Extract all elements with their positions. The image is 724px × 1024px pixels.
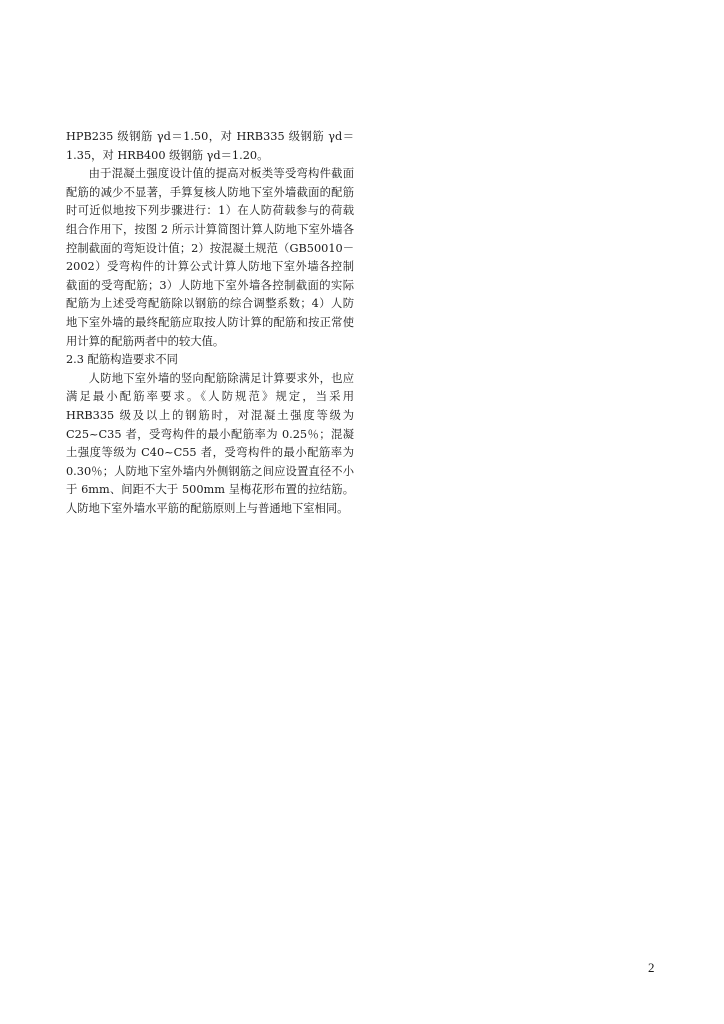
paragraph-calculation-steps: 由于混凝土强度设计值的提高对板类等受弯构件截面配筋的减少不显著，手算复核人防地下室外墙截面的配筋时可近似地按下列步骤进行：1）在人防荷载参与的荷载组合作用下，按图 2 所示计算简图计算人防地下室外墙各控制截面的弯矩设计值；2）按混凝土规范（GB50010－2002）受弯构件的计算公式计算人防地下室外墙各控制截面的受弯配筋；3）人防地下室外墙各控制截面的实际配筋为上述受弯配筋除以钢筋的综合调整系数；4）人防地下室外墙的最终配筋应取按人防计算的配筋和按正常使用计算的配筋两者中的较大值。 bbox=[66, 167, 354, 348]
page-number: 2 bbox=[648, 960, 655, 975]
text-column bbox=[66, 128, 354, 518]
section-heading: 2.3 配筋构造要求不同 bbox=[66, 353, 178, 367]
paragraph-reinforcement-requirements: 人防地下室外墙的竖向配筋除满足计算要求外，也应满足最小配筋率要求。《人防规范》规定，当采用 HRB335 级及以上的钢筋时，对混凝土强度等级为 C25~C35 者，受弯构件的最小配筋率为 0.25％；混凝土强度等级为 C40~C55 者，受弯构件的最小配筋率为 0.30％；人防地下室外墙内外侧钢筋之间应设置直径不小于 6mm、间距不大于 500mm 呈梅花形布置的拉结筋。人防地下室外墙水平筋的配筋原则上与普通地下室相同。 bbox=[66, 371, 354, 515]
paragraph-gamma-factors: HPB235 级钢筋 γd＝1.50，对 HRB335 级钢筋 γd＝1.35，对 HRB400 级钢筋 γd＝1.20。 bbox=[66, 130, 354, 162]
